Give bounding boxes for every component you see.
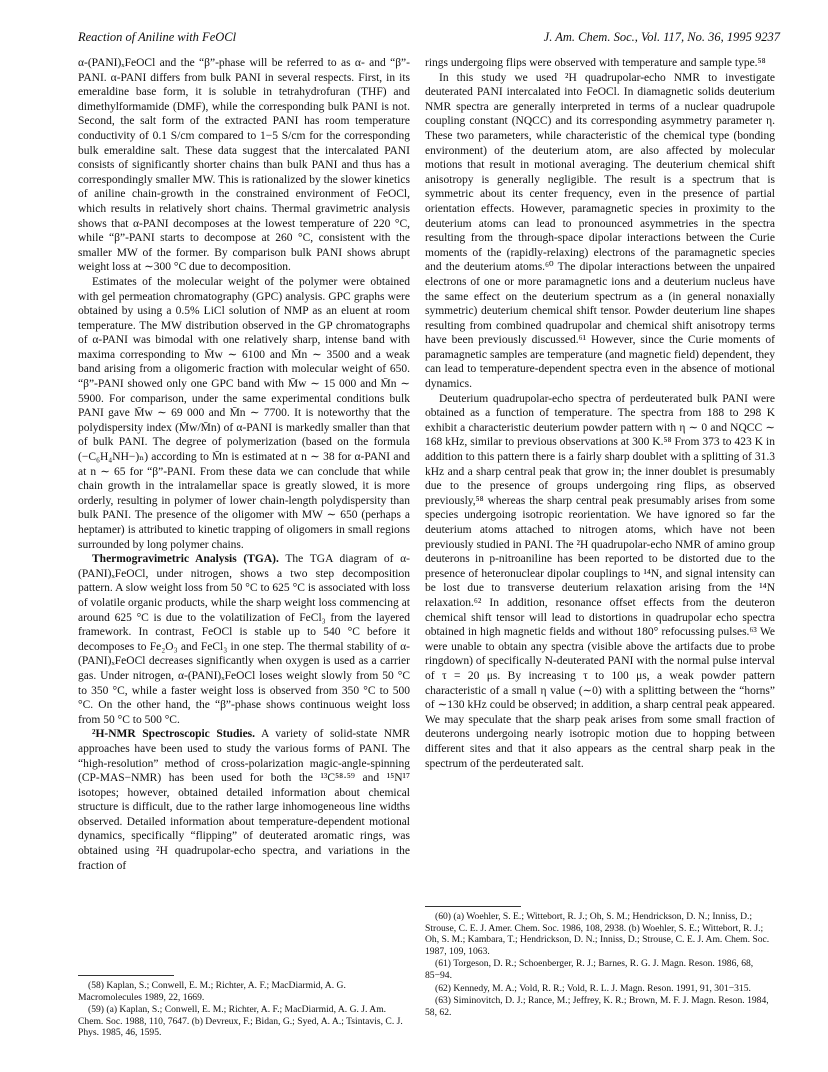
footnote-rule [78, 975, 174, 976]
left-column [78, 56, 410, 873]
paragraph-text: The TGA diagram of α-(PANI)ₓFeOCl, under nitrogen, shows a two step decomposition pattern. A slow weight loss from 50 °C to 625 °C is associated with loss of volatile organic products, while the sharp weight loss commencing at around 625 °C is due to the volatilization of FeCl₃ from the layered framework. In contrast, FeOCl is stable up to 540 °C before it decomposes to Fe₂O₃ and FeCl₃ in one step. The thermal stability of α-(PANI)ₓFeOCl decreases significantly when oxygen is used as a carrier gas. Under nitrogen, α-(PANI)ₓFeOCl loses weight slowly from 50 °C to 350 °C, while a faster weight loss is observed from 350 °C to 500 °C. On the other hand, the “β”-phase shows continuous weight loss from 50 °C to 500 °C. [78, 553, 410, 726]
paragraph: Deuterium quadrupolar-echo spectra of perdeuterated bulk PANI were obtained as a function of temperature. The spectra from 188 to 298 K exhibit a characteristic deuterium powder pattern with η ∼ 0 and NQCC ∼ 168 kHz, similar to previous observations at 300 K.⁵⁸ From 373 to 423 K in addition to this pattern there is a fairly sharp doublet with a splitting of 31.3 kHz and a sharp central peak that grow in; the inner doublet is presumably due to the presence of groups undergoing ring flips, as observed previously,⁵⁸ whereas the sharp central peak presumably arises from some species undergoing isotropic reorientation. We have ignored so far the deuterium atoms attached to nitrogen atoms, which have not been previously studied in PANI. The ²H quadrupolar-echo NMR of amino group deuterons in p-nitroaniline has been reported to be distorted due to the presence of heteronuclear dipolar couplings to ¹⁴N, and signal intensity can be lost due to transverse deuterium relaxation arising from the ¹⁴N relaxation.⁶² In addition, resonance offset effects from the deuteron chemical shift tensor will lead to distortions in quadrupolar echo spectra obtained in high magnetic fields and without 180° refocussing pulses.⁶³ We were unable to obtain any spectra (visible above the artifacts due to probe ringdown) of specifically N-deuterated PANI with the normal pulse interval of τ = 20 μs. By increasing τ to 100 μs, a weak powder pattern characteristic of a small η value (∼0) with a splitting between the “horns” of ∼130 kHz could be observed; in addition, a sharp central peak appeared. We may speculate that the sharp peak arises from some small fraction of deuterons undergoing nearly isotropic motion due to hopping between different sites and that it also appears as the central sharp peak in the spectrum of the perdeuterated salt. [425, 392, 775, 770]
footnote: (61) Torgeson, D. R.; Schoenberger, R. J.; Barnes, R. G. J. Magn. Reson. 1986, 68, 85−94. [425, 958, 754, 981]
footnotes-left [78, 969, 410, 1040]
paragraph-text: A variety of solid-state NMR approaches have been used to study the various forms of PANI. The “high-resolution” method of cross-polarization magic-angle-spinning (CP-MAS−NMR) has been used for both the ¹³C⁵⁸·⁵⁹ and ¹⁵N¹⁷ isotopes; however, obtained detailed information about chemical structure is difficult, due to the rather large inhomogeneous line widths observed. Detailed information about temperature-dependent motional dynamics, specifically “flipping” of deuterated aromatic rings, was obtained using ²H quadrupolar-echo spectra, and variations in the fraction of [78, 728, 411, 872]
paragraph [78, 552, 410, 727]
footnote-rule [425, 906, 521, 907]
running-header [78, 30, 780, 46]
footnotes-right [425, 900, 775, 1019]
footnote: (62) Kennedy, M. A.; Vold, R. R.; Vold, R. L. J. Magn. Reson. 1991, 91, 301−315. [435, 982, 751, 994]
right-column [425, 56, 775, 771]
footnote: (58) Kaplan, S.; Conwell, E. M.; Richter, A. F.; MacDiarmid, A. G. Macromolecules 1989, 22, 1669. [78, 980, 346, 1003]
paragraph: Estimates of the molecular weight of the polymer were obtained with gel permeation chromatography (GPC) analysis. GPC graphs were obtained by using a 0.5% LiCl solution of NMP as an eluent at room temperature. The MW distribution observed in the GP chromatographs of α-PANI was bimodal with one relatively sharp, intense band with maxima corresponding to M̄w ∼ 6100 and M̄n ∼ 3500 and a weak band arising from a oligomeric fraction with molecular weight of 650. “β”-PANI showed only one GPC band with M̄w ∼ 15 000 and M̄n ∼ 5900. For comparison, under the same experimental conditions bulk PANI gave M̄w ∼ 69 000 and M̄n ∼ 7700. It is noteworthy that the polydispersity index (M̄w/M̄n) of α-PANI is markedly smaller than that of bulk PANI. The degree of polymerization (based on the formula (−C₆H₄NH−)ₙ) according to M̄n is estimated at n ∼ 38 for α-PANI and at n ∼ 65 for “β”-PANI. From these data we can conclude that while chain growth in the intralamellar space is greatly slowed, it is more orderly, resulting in polymer of lower chain-length polydispersity than bulk PANI. The presence of the oligomer with MW ∼ 650 (perhaps a heptamer) is attributed to kinetic trapping of oligomers in small regions surrounded by long polymer chains. [78, 275, 410, 551]
footnote: (59) (a) Kaplan, S.; Conwell, E. M.; Richter, A. F.; MacDiarmid, A. G. J. Am. Chem. Soc. 1988, 110, 7647. (b) Devreux, F.; Bidan, G.; Syed, A. A.; Tsintavis, C. J. Phys. 1985, 46, 1595. [78, 1004, 403, 1039]
paragraph: In this study we used ²H quadrupolar-echo NMR to investigate deuterated PANI intercalated into FeOCl. In diamagnetic solids deuterium NMR spectra are generally interpreted in terms of a nuclear quadrupole coupling constant (NQCC) and its corresponding asymmetry parameter η. These two parameters, while characteristic of the chemical type (bonding environment) of the deuterium atom, are also affected by molecular motions that result in motional averaging. The deuterium chemical shift anisotropy is generally negligible. The result is a spectrum that is symmetric about its center frequency, even in the presence of partial orientation effects. However, paramagnetic species in proximity to the deuterium atoms can lead to pronounced asymmetries in the spectra resulting from the through-space dipolar interactions between the Curie moments of the (rapidly-relaxing) electrons of the paramagnetic species and the deuterium atoms.⁶⁰ The dipolar interactions between the unpaired electrons of one or more paramagnetic ions and a deuterium nucleus have the same effect on the deuterium spectrum as a (in general nonaxially symmetric) deuterium chemical shift tensor. Powder deuterium line shapes resulting from combined quadrupolar and chemical shift anisotropy terms have been previously discussed.⁶¹ However, since the Curie moments of paramagnetic samples are temperature (and magnetic field) dependent, they can lead to temperature-dependent spectra even in the absence of motional dynamics. [425, 71, 775, 391]
section-heading: Thermogravimetric Analysis (TGA). [92, 553, 279, 566]
section-heading: ²H-NMR Spectroscopic Studies. [92, 728, 256, 741]
paragraph: α-(PANI)ₓFeOCl and the “β”-phase will be referred to as α- and “β”-PANI. α-PANI differs from bulk PANI in several respects. First, in its emeraldine base form, it is soluble in tetrahydrofuran (THF) and dimethylformamide (DMF), while the corresponding bulk PANI is not. Second, the salt form of the extracted PANI has room temperature conductivity of 0.1 S/cm compared to 1−5 S/cm for the corresponding bulk emeraldine salt. These data suggest that the intercalated PANI consists of significantly shorter chains than bulk PANI and thus has a correspondingly smaller MW. This is rationalized by the slower kinetics of aniline chain-growth in the constrained environment of FeOCl, which results in relatively short chains. Thermal gravimetric analysis shows that α-PANI decomposes at the lowest temperature of 220 °C, while “β”-PANI starts to decompose at 260 °C, consistent with the smaller MW of the former. By comparison bulk PANI shows abrupt weight loss at ∼300 °C due to decomposition. [78, 57, 410, 274]
footnote: (60) (a) Woehler, S. E.; Wittebort, R. J.; Oh, S. M.; Hendrickson, D. N.; Inniss, D.; Strouse, C. E. J. Amer. Chem. Soc. 1986, 108, 2938. (b) Woehler, S. E.; Wittebort, R. J.; Oh, S. M.; Kambara, T.; Hendrickson, D. N.; Inniss, D.; Strouse, C. E. J. Am. Chem. Soc. 1987, 109, 1063. [425, 911, 770, 957]
running-title: Reaction of Aniline with FeOCl [78, 30, 237, 44]
footnote: (63) Siminovitch, D. J.; Rance, M.; Jeffrey, K. R.; Brown, M. F. J. Magn. Reson. 1984, 58, 62. [425, 995, 769, 1018]
paragraph [78, 727, 410, 873]
paragraph: rings undergoing flips were observed with temperature and sample type.⁵⁸ [425, 57, 766, 69]
journal-citation: J. Am. Chem. Soc., Vol. 117, No. 36, 1995 9237 [543, 30, 780, 44]
